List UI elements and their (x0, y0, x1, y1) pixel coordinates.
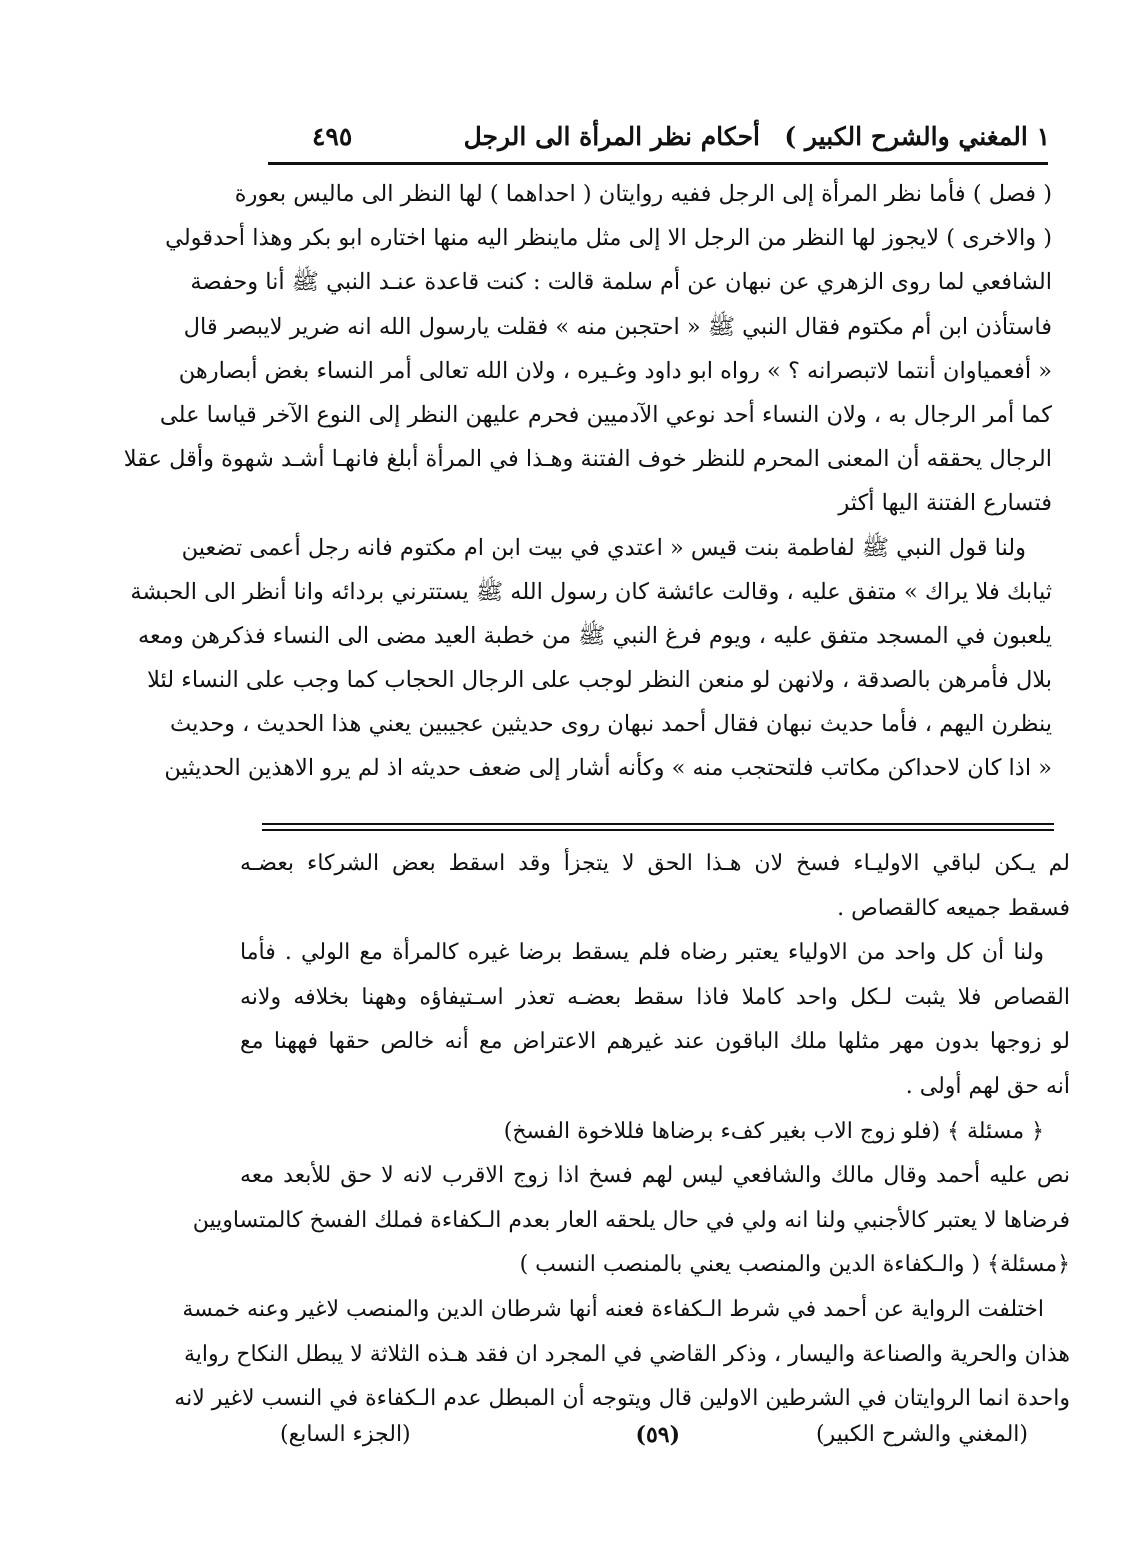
text-line: هذان والحرية والصناعة واليسار ، وذكر القاضي في المجرد ان فقد هـذه الثلاثة لا يبطل النكاح رواية (183, 1341, 1070, 1367)
page-header (262, 112, 1050, 160)
separator-rule (262, 823, 1054, 825)
text-line: يلعبون في المسجد متفق عليه ، ويوم فرغ النبي ﷺ من خطبة العيد مضى الى النساء فذكرهن ومعه (137, 622, 1052, 649)
text-line: ( فصل ) فأما نظر المرأة إلى الرجل ففيه روايتان ( احداهما ) لها النظر الى ماليس بعورة (234, 181, 1052, 207)
text-line: ﴿مسئلة﴾ ( والـكفاءة الدين والمنصب يعني بالمنصب النسب ) (519, 1252, 1070, 1278)
text-line: فاستأذن ابن أم مكتوم فقال النبي ﷺ « احتجبن منه » فقلت يارسول الله انه ضرير لايبصر قال (183, 313, 1052, 340)
header-section-title: أحكام نظر المرأة الى الرجل (463, 122, 760, 151)
header-book-title: ١ المغني والشرح الكبير ) (784, 122, 1050, 151)
main-text (123, 172, 1052, 791)
text-line: أنه حق لهم أولى . (905, 1073, 1070, 1099)
text-line: لو زوجها بدون مهر مثلها ملك الباقون عند غيرهم الاعتراض مع أنه خالص حقها فههنا مع (240, 1029, 1070, 1055)
header-rule (268, 162, 1048, 165)
page-number: ٤٩٥ (312, 122, 353, 151)
text-line: نص عليه أحمد وقال مالك والشافعي ليس لهم فسخ اذا زوج الاقرب لانه لا حق للأبعد معه (240, 1163, 1070, 1189)
text-line: بلال فأمرهن بالصدقة ، ولانهن لو منعن النظر لوجب على الرجال الحجاب كما وجب على النساء لئلا (147, 667, 1052, 694)
text-line: فتسارع الفتنة اليها أكثر (838, 490, 1052, 517)
text-line: الشافعي لما روى الزهري عن نبهان عن أم سلمة قالت : كنت قاعدة عنـد النبي ﷺ أنا وحفصة (190, 269, 1052, 296)
text-line: ثيابك فلا يراك » متفق عليه ، وقالت عائشة كان رسول الله ﷺ يستترني بردائه وانا أنظر الى الحبشة (130, 578, 1052, 605)
text-line: « اذا كان لاحداكن مكاتب فلتحتجب منه » وكأنه أشار إلى ضعف حديثه اذ لم يرو الاهذين الحديثين (164, 755, 1052, 782)
text-line: ولنا قول النبي ﷺ لفاطمة بنت قيس « اعتدي في بيت ابن ام مكتوم فانه رجل أعمى تضعين (181, 534, 1026, 561)
footer-signature-number: (٥٩) (635, 1422, 680, 1448)
text-line: « أفعمياوان أنتما لاتبصرانه ؟ » رواه ابو داود وغـيره ، ولان الله تعالى أمر النساء بغض أبصارهن (178, 357, 1052, 384)
text-line: ولنا أن كل واحد من الاولياء يعتبر رضاه فلم يسقط برضا غيره كالمرأة مع الولي . فأما (240, 940, 1044, 966)
text-line: ( والاخرى ) لايجوز لها النظر من الرجل الا إلى مثل ماينظر اليه منها اختاره ابو بكر وهذا أحدقولي (165, 225, 1052, 252)
text-line: ﴿ مسئلة ﴾ (فلو زوج الاب بغير كفء برضاها فللاخوة الفسخ) (503, 1118, 1044, 1144)
text-line: فسقط جميعه كالقصاص . (837, 895, 1070, 921)
footer-volume: (الجزء السابع) (280, 1422, 411, 1447)
text-line: واحدة انما الروايتان في الشرطين الاولين قال ويتوجه أن المبطل عدم الـكفاءة في النسب لاغير لانه (174, 1386, 1070, 1412)
footer-book-title: (المغني والشرح الكبير) (815, 1422, 1028, 1447)
page-footer (270, 1422, 1050, 1462)
text-line: اختلفت الرواية عن أحمد في شرط الـكفاءة فعنه أنها شرطان الدين والمنصب لاغير وعنه خمسة (182, 1296, 1044, 1322)
text-line: القصاص فلا يثبت لـكل واحد كاملا فاذا سقط بعضـه تعذر اسـتيفاؤه وههنا بخلافه ولانه (240, 984, 1070, 1010)
footnote-commentary (174, 842, 1070, 1422)
separator-rule (262, 829, 1054, 831)
text-line: ينظرن اليهم ، فأما حديث نبهان فقال أحمد نبهان روى حديثين عجيبين يعني هذا الحديث ، وحديث (170, 711, 1052, 738)
text-line: فرضاها لا يعتبر كالأجنبي ولنا انه ولي في حال يلحقه العار بعدم الـكفاءة فملك الفسخ كالمتساويين (192, 1207, 1070, 1233)
text-line: لم يـكن لباقي الاوليـاء فسخ لان هـذا الحق لا يتجزأ وقد اسقط بعض الشركاء بعضـه (240, 851, 1070, 876)
text-line: الرجال يحققه أن المعنى المحرم للنظر خوف الفتنة وهـذا في المرأة أبلغ فانهـا أشـد شهوة وأقل عقلا (123, 446, 1052, 473)
text-line: كما أمر الرجال به ، ولان النساء أحد نوعي الآدميين فحرم عليهن النظر إلى النوع الآخر قياسا على (159, 401, 1052, 428)
